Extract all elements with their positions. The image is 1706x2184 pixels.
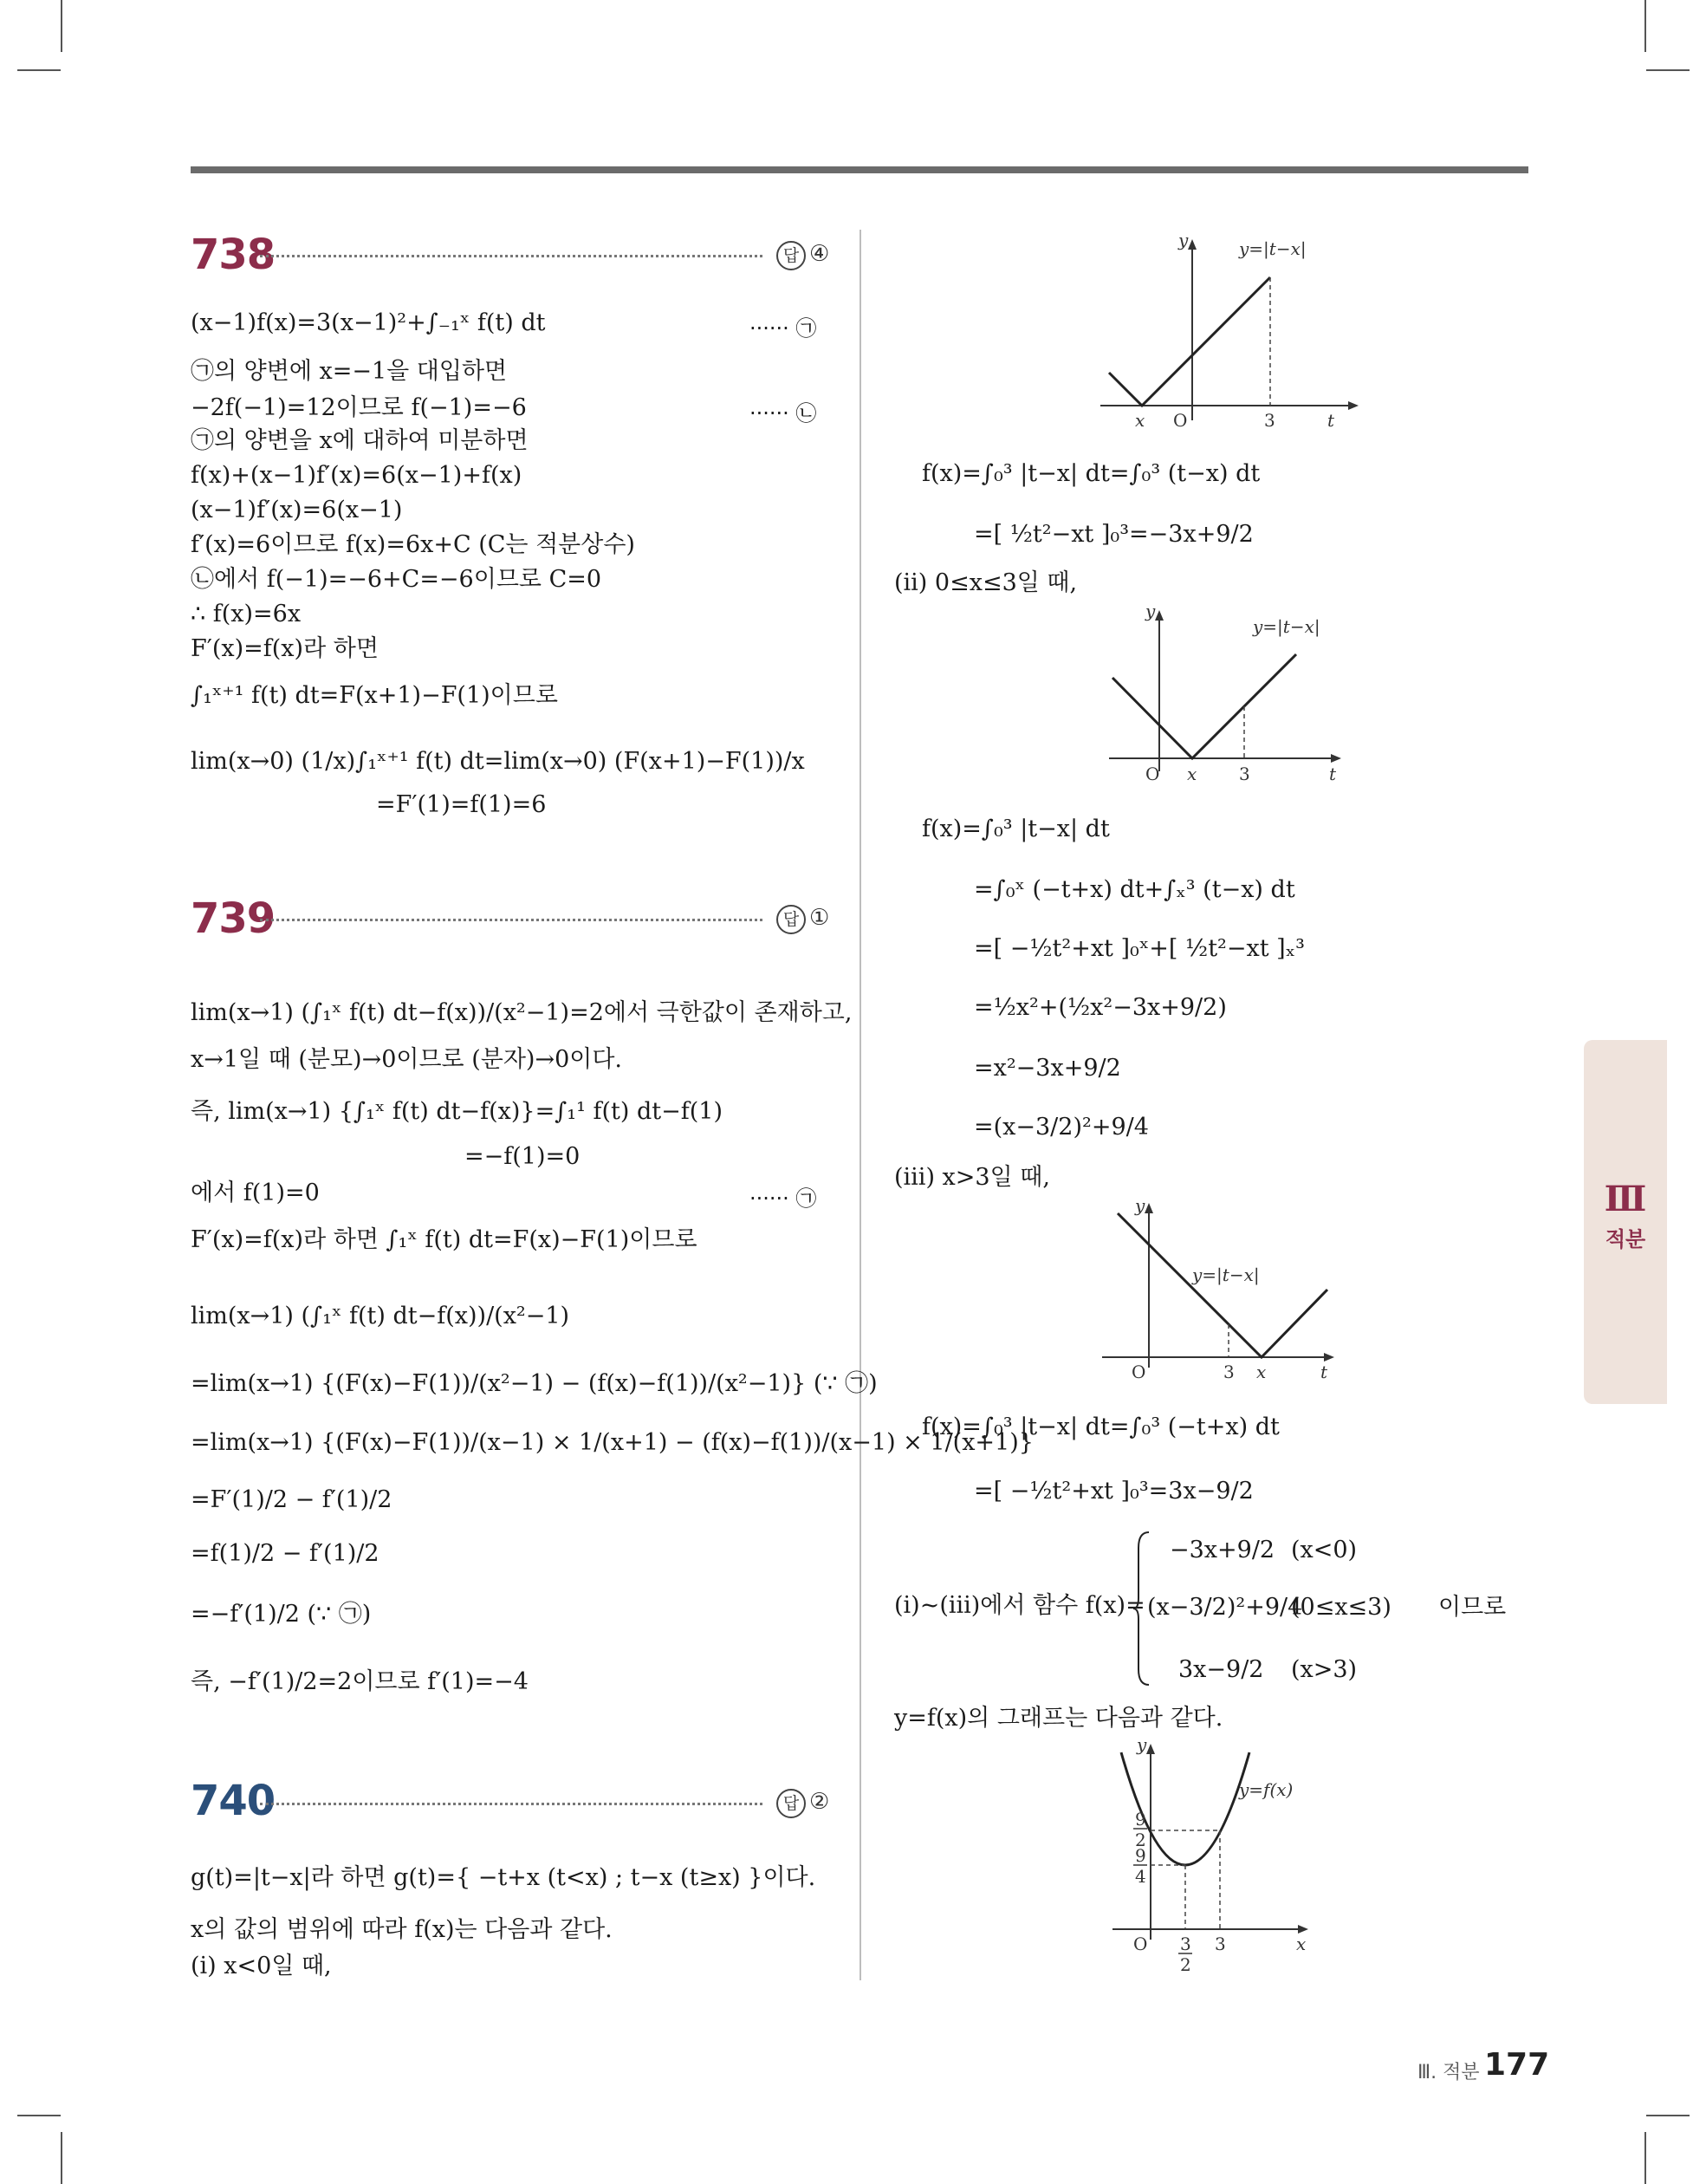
solution-line: (x−1)f(x)=3(x−1)²+∫₋₁ˣ f(t) dt [191, 309, 546, 336]
header-rule [191, 166, 1528, 173]
solution-line: =[ −½t²+xt ]₀ˣ+[ ½t²−xt ]ₓ³ [974, 935, 1305, 962]
piecewise-expr: 3x−9/2 [1178, 1656, 1264, 1683]
solution-line: 즉, −f′(1)/2=2이므로 f′(1)=−4 [191, 1668, 529, 1695]
piecewise-cond: (x<0) [1291, 1537, 1358, 1563]
crop-mark [1646, 69, 1690, 71]
crop-mark [17, 2115, 61, 2116]
column-divider [859, 230, 861, 1980]
case-title: (ⅱ) 0≤x≤3일 때, [894, 569, 1078, 596]
piecewise-cond: (x>3) [1291, 1656, 1358, 1683]
solution-line: =(x−3/2)²+9/4 [974, 1114, 1149, 1141]
solution-line: 즉, lim(x→1) {∫₁ˣ f(t) dt−f(x)}=∫₁¹ f(t) dt−f(1) [191, 1098, 723, 1125]
solution-line: f(x)=∫₀³ |t−x| dt [922, 816, 1110, 842]
solution-line: f(x)=∫₀³ |t−x| dt=∫₀³ (−t+x) dt [922, 1414, 1280, 1440]
page-number: 177 [1484, 2047, 1550, 2083]
tick-label: 2 [1180, 1954, 1191, 1975]
solution-line: F′(x)=f(x)라 하면 [191, 635, 379, 662]
axis-label-x: x [1135, 410, 1145, 431]
solution-line: x→1일 때 (분모)→0이므로 (분자)→0이다. [191, 1046, 622, 1073]
equation-marker: ······ ㉠ [749, 316, 817, 341]
graph-case1 [1100, 230, 1386, 433]
solution-line: −2f(−1)=12이므로 f(−1)=−6 [191, 394, 527, 421]
solution-line: =f(1)/2 − f′(1)/2 [191, 1540, 379, 1567]
problem-number: 740 [191, 1777, 276, 1825]
tick-label: 3 [1264, 410, 1275, 431]
solution-line: =x²−3x+9/2 [974, 1055, 1121, 1082]
chapter-label: 적분 [1605, 1227, 1646, 1251]
piecewise-suffix: 이므로 [1438, 1594, 1507, 1621]
axis-label-y: y [1145, 601, 1156, 621]
origin-label: O [1133, 1934, 1148, 1954]
axis-label-t: t [1329, 764, 1337, 784]
piecewise-expr: (x−3/2)²+9/4 [1147, 1594, 1303, 1621]
equation-marker: ······ ㉡ [749, 401, 817, 426]
tick-label: 9 [1135, 1845, 1146, 1866]
solution-line: =½x²+(½x²−3x+9/2) [974, 994, 1227, 1021]
solution-line: ㉠의 양변을 x에 대하여 미분하면 [191, 427, 529, 454]
answer-circle-icon: 답 [776, 1789, 806, 1818]
solution-line: ∴ f(x)=6x [191, 601, 302, 627]
answer-circle-icon: 답 [776, 905, 806, 934]
crop-mark [1646, 2115, 1690, 2116]
tick-label: 3 [1239, 764, 1250, 784]
chapter-numeral: Ⅲ [1604, 1179, 1647, 1219]
case-title: (ⅲ) x>3일 때, [894, 1164, 1050, 1191]
solution-line: =F′(1)=f(1)=6 [376, 791, 547, 818]
solution-line: =[ ½t²−xt ]₀³=−3x+9/2 [974, 521, 1254, 548]
crop-mark [1644, 0, 1646, 52]
axis-label-x: x [1256, 1362, 1267, 1382]
solution-line: =lim(x→1) {(F(x)−F(1))/(x−1) × 1/(x+1) − (f(x)−f(1))/(x−1) × 1/(x+1)} [191, 1429, 1034, 1456]
graph-case3 [1100, 1194, 1386, 1385]
axis-label-x: x [1296, 1934, 1307, 1954]
origin-label: O [1145, 764, 1160, 784]
solution-line: f(x)=∫₀³ |t−x| dt=∫₀³ (t−x) dt [922, 460, 1261, 487]
origin-label: O [1173, 410, 1188, 431]
solution-line: f′(x)=6이므로 f(x)=6x+C (C는 적분상수) [191, 531, 635, 558]
tick-label: 3 [1215, 1934, 1226, 1954]
origin-label: O [1132, 1362, 1146, 1382]
solution-line: =lim(x→1) {(F(x)−F(1))/(x²−1) − (f(x)−f(1))/(x²−1)} (∵ ㉠) [191, 1370, 878, 1397]
footer-section: Ⅲ. 적분 [1417, 2062, 1480, 2083]
solution-line: g(t)=|t−x|라 하면 g(t)={ −t+x (t<x) ; t−x (t≥x) }이다. [191, 1864, 816, 1891]
solution-line: =∫₀ˣ (−t+x) dt+∫ₓ³ (t−x) dt [974, 876, 1295, 903]
crop-mark [61, 0, 62, 52]
piecewise-cond: (0≤x≤3) [1291, 1594, 1391, 1621]
solution-line: f(x)+(x−1)f′(x)=6(x−1)+f(x) [191, 462, 522, 489]
piecewise-expr: −3x+9/2 [1170, 1537, 1275, 1563]
problem-number: 738 [191, 231, 276, 279]
tick-label: 4 [1135, 1866, 1146, 1887]
graph-caption: y=f(x)의 그래프는 다음과 같다. [894, 1705, 1223, 1732]
solution-line: lim(x→0) (1/x)∫₁ˣ⁺¹ f(t) dt=lim(x→0) (F(x+1)−F(1))/x [191, 748, 805, 775]
tick-label: 3 [1223, 1362, 1235, 1382]
crop-mark [17, 69, 61, 71]
chapter-side-tab [1584, 1040, 1667, 1404]
solution-line: (x−1)f′(x)=6(x−1) [191, 497, 403, 523]
equation-marker: ······ ㉠ [749, 1186, 817, 1211]
solution-line: =−f(1)=0 [464, 1143, 581, 1170]
tick-label: 9 [1135, 1809, 1146, 1830]
axis-label-t: t [1320, 1362, 1328, 1382]
solution-line: ∫₁ˣ⁺¹ f(t) dt=F(x+1)−F(1)이므로 [191, 682, 558, 709]
solution-line: lim(x→1) (∫₁ˣ f(t) dt−f(x))/(x²−1) [191, 1303, 570, 1329]
axis-label-y: y [1135, 1195, 1145, 1216]
solution-line: =F′(1)/2 − f′(1)/2 [191, 1486, 392, 1513]
curve-label: y=|t−x| [1192, 1264, 1260, 1285]
answer-badge: 답 ② [776, 1789, 829, 1818]
curve-label: y=f(x) [1239, 1779, 1294, 1800]
crop-mark [61, 2132, 62, 2184]
piecewise-prefix: (ⅰ)~(ⅲ)에서 함수 f(x)= [894, 1592, 1145, 1619]
tick-label: 3 [1180, 1934, 1191, 1954]
solution-line: lim(x→1) (∫₁ˣ f(t) dt−f(x))/(x²−1)=2에서 극한값이 존재하고, [191, 999, 853, 1026]
solution-line: ㉡에서 f(−1)=−6+C=−6이므로 C=0 [191, 566, 602, 593]
solution-line: =−f′(1)/2 (∵ ㉠) [191, 1601, 372, 1628]
answer-circle-icon: 답 [776, 241, 806, 270]
leader-dots [260, 1803, 762, 1805]
curve-label: y=|t−x| [1253, 616, 1320, 637]
solution-line: ㉠의 양변에 x=−1을 대입하면 [191, 358, 508, 385]
leader-dots [260, 919, 762, 921]
crop-mark [1644, 2132, 1646, 2184]
solution-line: 에서 f(1)=0 [191, 1180, 320, 1206]
axis-label-y: y [1178, 230, 1189, 250]
answer-badge: 답 ① [776, 905, 829, 934]
leader-dots [260, 255, 762, 257]
solution-line: x의 값의 범위에 따라 f(x)는 다음과 같다. [191, 1916, 613, 1943]
graph-f-of-x [1109, 1734, 1369, 1981]
axis-label-x: x [1187, 764, 1197, 784]
graph-case2 [1100, 601, 1386, 789]
problem-number: 739 [191, 894, 276, 943]
solution-line: F′(x)=f(x)라 하면 ∫₁ˣ f(t) dt=F(x)−F(1)이므로 [191, 1226, 697, 1253]
curve-label: y=|t−x| [1239, 238, 1307, 259]
solution-line: (ⅰ) x<0일 때, [191, 1953, 332, 1979]
answer-badge: 답 ④ [776, 241, 829, 270]
axis-label-y: y [1137, 1734, 1147, 1755]
tick-label: 2 [1135, 1830, 1146, 1850]
axis-label-t: t [1327, 410, 1335, 431]
solution-line: =[ −½t²+xt ]₀³=3x−9/2 [974, 1478, 1254, 1505]
